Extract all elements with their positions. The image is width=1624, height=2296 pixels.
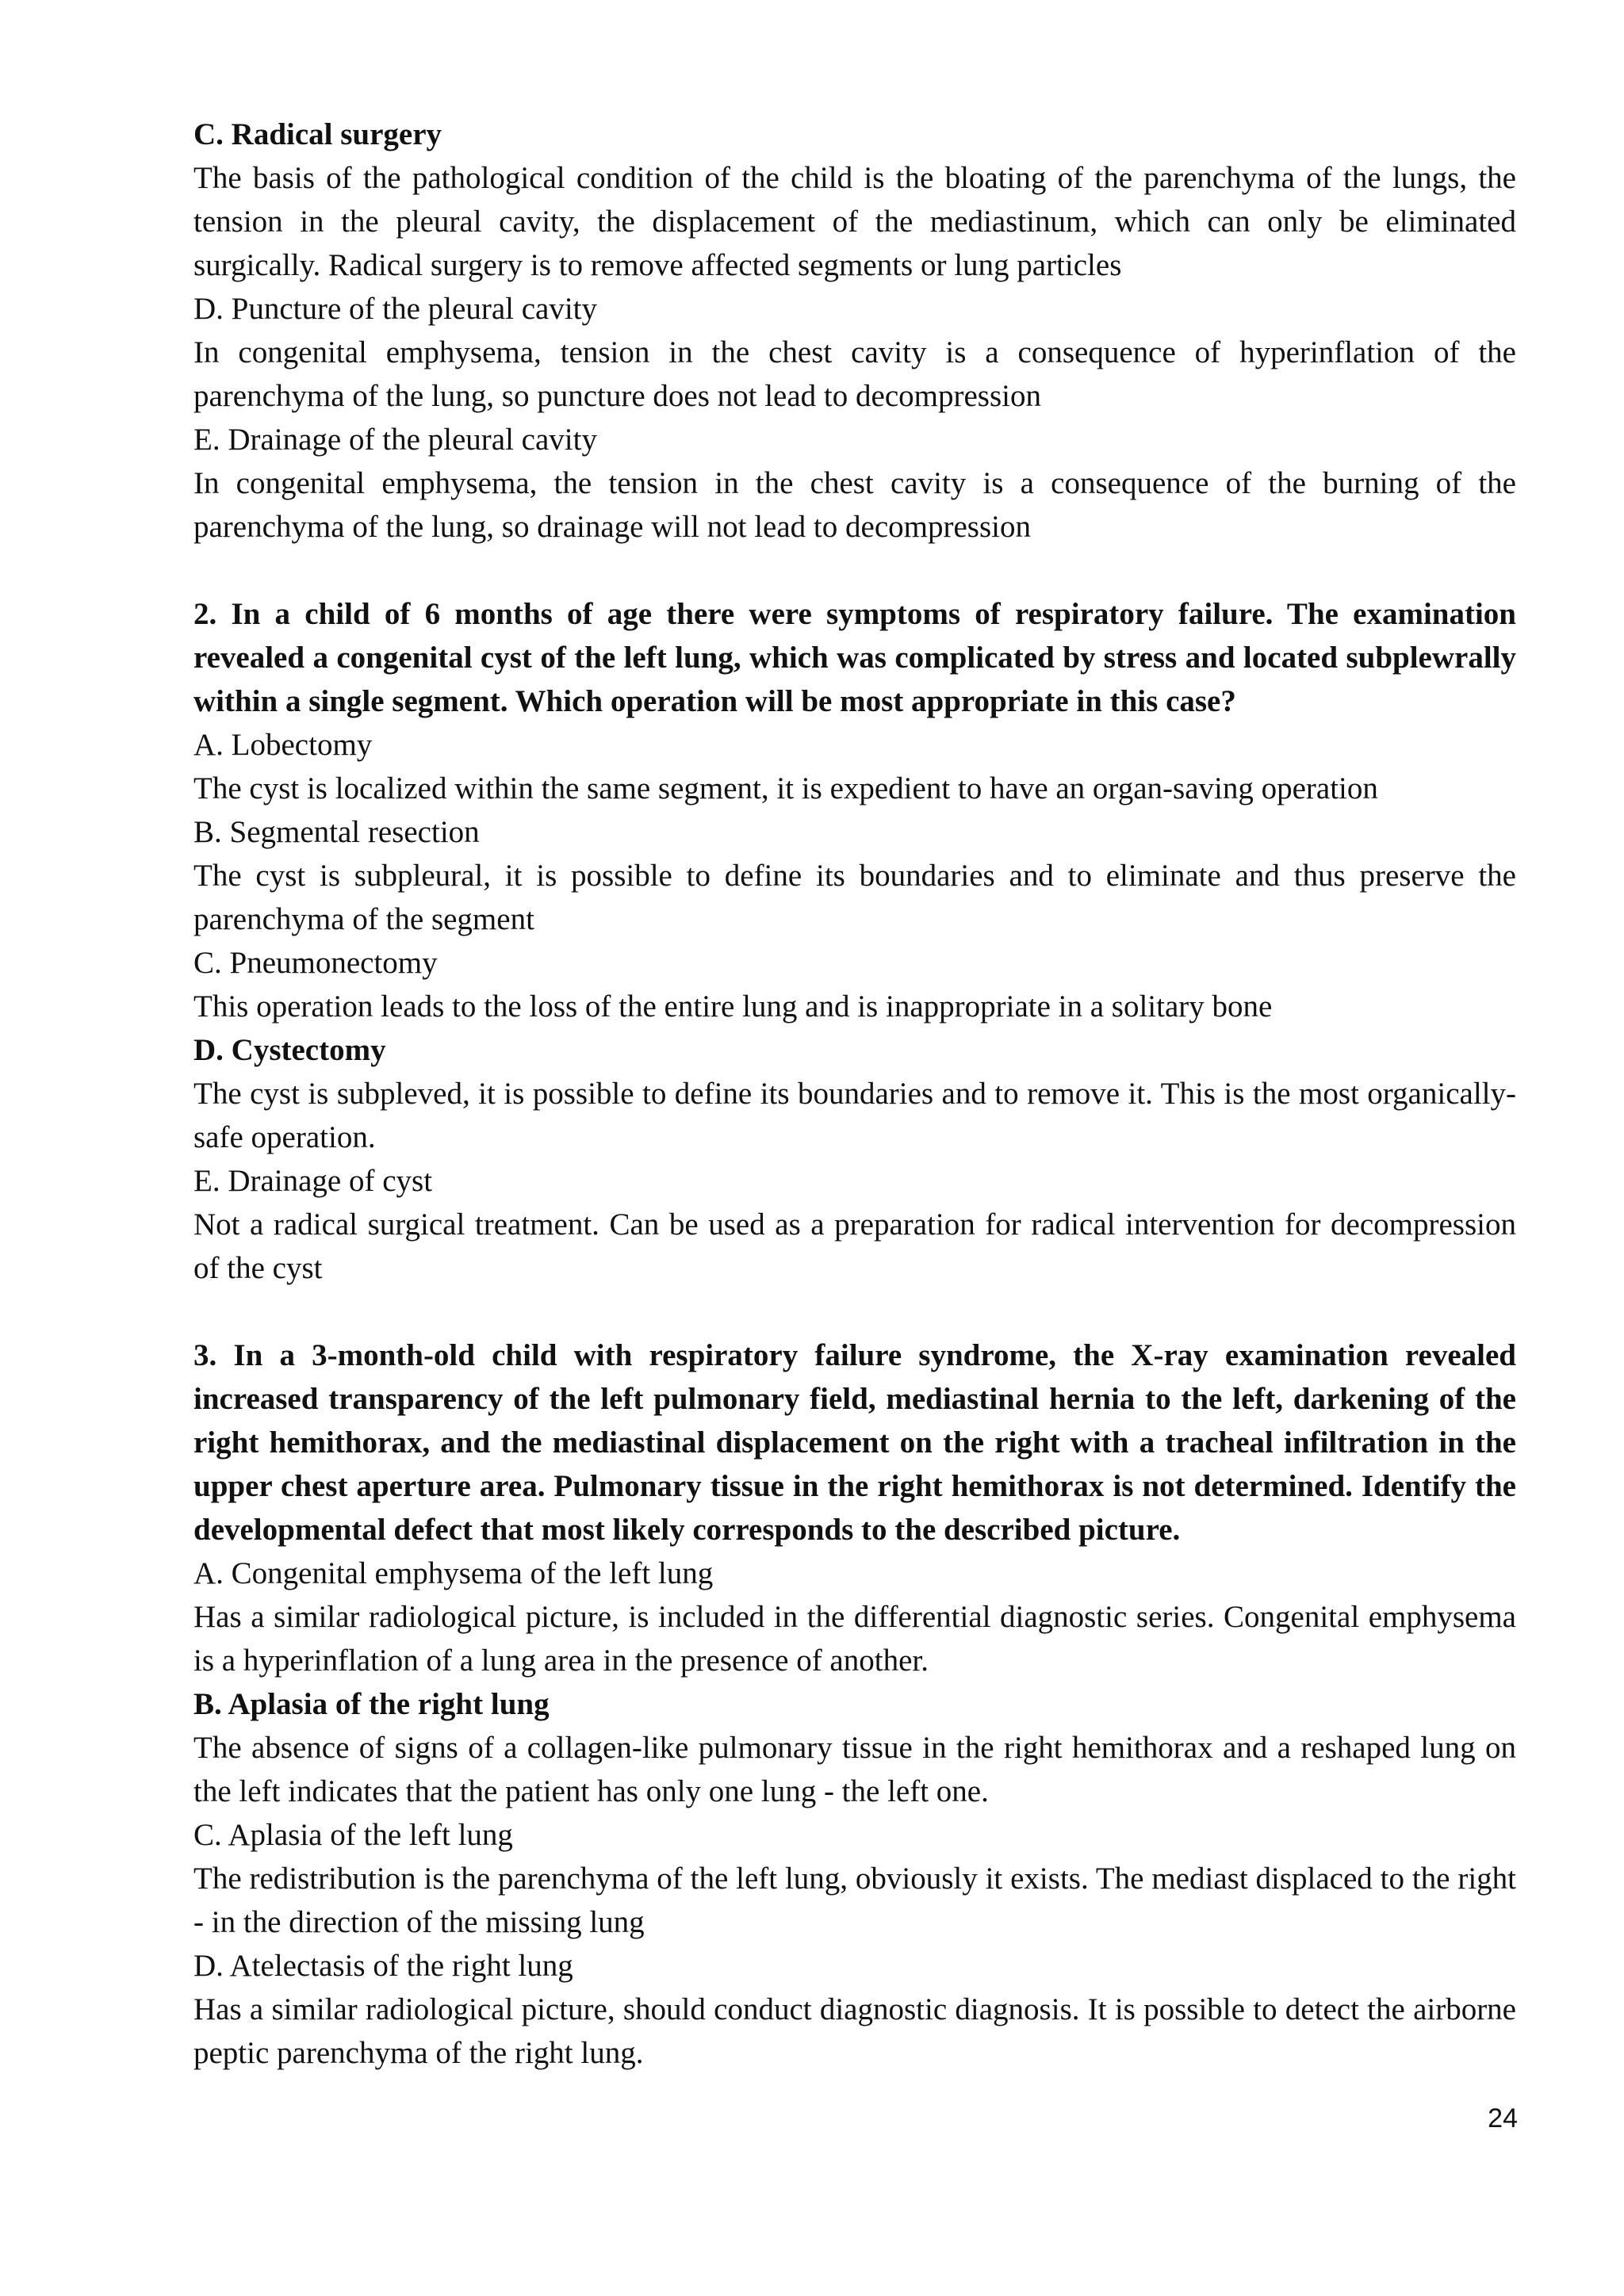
paragraph-gap bbox=[193, 1290, 1516, 1334]
q2-answer-d-explanation: The cyst is subpleved, it is possible to define its boundaries and to remove it. This is the most organically-safe operation. bbox=[193, 1077, 1516, 1154]
q3-answer-c-explanation: The redistribution is the parenchyma of the left lung, obviously it exists. The mediast displaced to the right - in the direction of the missing lung bbox=[193, 1862, 1516, 1939]
answer-c-explanation: The basis of the pathological condition of the child is the bloating of the parenchyma of the lungs, the tension in the pleural cavity, the displacement of the mediastinum, which can only be eliminated surgically. Radical surgery is to remove affected segments or lung particles bbox=[193, 161, 1516, 282]
q2-answer-a-explanation: The cyst is localized within the same segment, it is expedient to have an organ-saving operation bbox=[193, 771, 1378, 806]
answer-e-explanation: In congenital emphysema, the tension in the chest cavity is a consequence of the burning of the parenchyma of the lung, so drainage will not lead to decompression bbox=[193, 466, 1516, 544]
q2-answer-c: C. Pneumonectomy bbox=[193, 946, 438, 980]
answer-d: D. Puncture of the pleural cavity bbox=[193, 292, 597, 326]
q2-answer-b-explanation: The cyst is subpleural, it is possible to define its boundaries and to eliminate and thus preserve the parenchyma of the segment bbox=[193, 859, 1516, 936]
q3-answer-a: A. Congenital emphysema of the left lung bbox=[193, 1556, 714, 1590]
q3-answer-a-explanation: Has a similar radiological picture, is included in the differential diagnostic series. Congenital emphysema is a hyperinflation of a lung area in the presence of another. bbox=[193, 1600, 1516, 1678]
paragraph-gap bbox=[193, 549, 1516, 592]
answer-e: E. Drainage of the pleural cavity bbox=[193, 423, 597, 457]
page-number: 24 bbox=[1488, 2103, 1518, 2133]
q2-answer-e: E. Drainage of cyst bbox=[193, 1164, 433, 1198]
q2-answer-d-correct: D. Cystectomy bbox=[193, 1033, 386, 1067]
q3-answer-d: D. Atelectasis of the right lung bbox=[193, 1949, 573, 1983]
q2-answer-b: B. Segmental resection bbox=[193, 815, 480, 849]
document-page bbox=[193, 113, 1516, 2075]
question-3: 3. In a 3-month-old child with respiratory failure syndrome, the X-ray examination revealed increased transparency of the left pulmonary field, mediastinal hernia to the left, darkening of the right hemithorax, and the mediastinal displacement on the right with a tracheal infiltration in the upper chest aperture area. Pulmonary tissue in the right hemithorax is not determined. Identify the developmental defect that most likely corresponds to the described picture. bbox=[193, 1338, 1516, 1547]
q2-answer-e-explanation: Not a radical surgical treatment. Can be used as a preparation for radical intervention for decompression of the cyst bbox=[193, 1207, 1516, 1285]
q3-answer-c: C. Aplasia of the left lung bbox=[193, 1818, 513, 1852]
q3-answer-b-explanation: The absence of signs of a collagen-like pulmonary tissue in the right hemithorax and a reshaped lung on the left indicates that the patient has only one lung - the left one. bbox=[193, 1731, 1516, 1808]
q3-answer-b-correct: B. Aplasia of the right lung bbox=[193, 1687, 550, 1721]
answer-d-explanation: In congenital emphysema, tension in the chest cavity is a consequence of hyperinflation of the parenchyma of the lung, so puncture does not lead to decompression bbox=[193, 335, 1516, 413]
q2-answer-c-explanation: This operation leads to the loss of the entire lung and is inappropriate in a solitary bone bbox=[193, 989, 1273, 1024]
answer-c-correct: C. Radical surgery bbox=[193, 117, 442, 151]
q3-answer-d-explanation: Has a similar radiological picture, should conduct diagnostic diagnosis. It is possible to detect the airborne peptic parenchyma of the right lung. bbox=[193, 1992, 1516, 2070]
q2-answer-a: A. Lobectomy bbox=[193, 728, 373, 762]
question-2: 2. In a child of 6 months of age there were symptoms of respiratory failure. The examination revealed a congenital cyst of the left lung, which was complicated by stress and located subplewrally within a single segment. Which operation will be most appropriate in this case? bbox=[193, 597, 1516, 718]
